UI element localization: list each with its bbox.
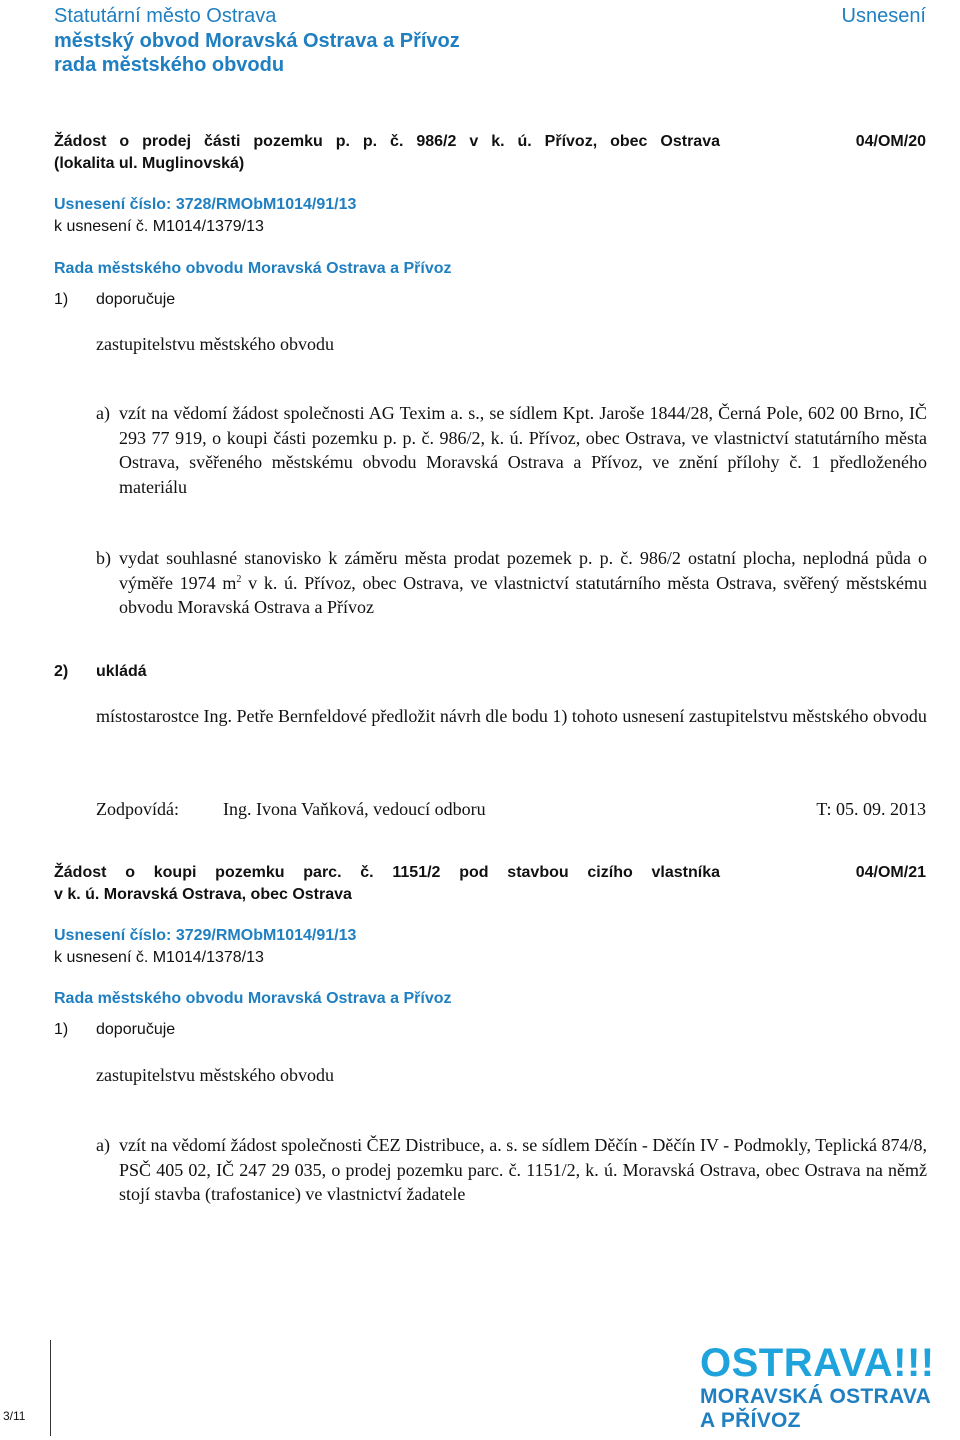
item2-title-line1: Žádost o koupi pozemku parc. č. 1151/2 pod stavbou cizího vlastníka — [54, 864, 720, 881]
item2-ref: k usnesení č. M1014/1378/13 — [54, 949, 264, 966]
header-city: Statutární město Ostrava — [54, 5, 277, 27]
item2-resolution-number: Usnesení číslo: 3729/RMObM1014/91/13 — [54, 927, 357, 944]
item1-point1-target: zastupitelstvu městského obvodu — [96, 334, 334, 354]
item1-responsible-name: Ing. Ivona Vaňková, vedoucí odboru — [223, 799, 486, 819]
item1-code: 04/OM/20 — [855, 133, 926, 150]
logo-main: OSTRAVA!!! — [700, 1341, 935, 1385]
logo-line2: A PŘÍVOZ — [700, 1409, 801, 1432]
item2-a-label: a) — [96, 1135, 110, 1155]
item1-title-line1: Žádost o prodej části pozemku p. p. č. 986/2 v k. ú. Přívoz, obec Ostrava — [54, 133, 720, 150]
item2-point1-target: zastupitelstvu městského obvodu — [96, 1065, 334, 1085]
item1-title-line2: (lokalita ul. Muglinovská) — [54, 155, 245, 172]
item1-council-body: Rada městského obvodu Moravská Ostrava a Přívoz — [54, 260, 452, 277]
item1-point2-text: místostarostce Ing. Petře Bernfeldové předložit návrh dle bodu 1) tohoto usnesení zastupitelstvu městského obvodu — [96, 706, 927, 726]
item1-resolution-number: Usnesení číslo: 3728/RMObM1014/91/13 — [54, 196, 357, 213]
footer-divider — [50, 1340, 51, 1436]
item2-point1-verb: doporučuje — [96, 1021, 176, 1038]
item1-point1-label: 1) — [54, 291, 69, 308]
item2-council-body: Rada městského obvodu Moravská Ostrava a Přívoz — [54, 990, 452, 1007]
item1-responsible-label: Zodpovídá: — [96, 799, 179, 819]
logo-line1: MORAVSKÁ OSTRAVA — [700, 1385, 932, 1408]
item1-point2-verb: ukládá — [96, 663, 147, 680]
item2-title-line2: v k. ú. Moravská Ostrava, obec Ostrava — [54, 886, 352, 903]
item2-point1-label: 1) — [54, 1021, 69, 1038]
item1-ref: k usnesení č. M1014/1379/13 — [54, 218, 264, 235]
item2-code: 04/OM/21 — [855, 864, 926, 881]
item1-point2-label: 2) — [54, 663, 69, 680]
item2-a-text: vzít na vědomí žádost společnosti ČEZ Distribuce, a. s. se sídlem Děčín - Děčín IV - Podmokly, Teplická 874/8, PSČ 405 02, IČ 247 29 035, o prodej pozemku parc. č. 1151/2, k. ú. Moravská Ostrava, obec Ostrava na němž stojí stavba (trafostanice) ve vlastnictví žadatele — [119, 1135, 927, 1204]
item1-a-label: a) — [96, 403, 110, 423]
ostrava-logo — [700, 1343, 958, 1437]
item1-a-text: vzít na vědomí žádost společnosti AG Texim a. s., se sídlem Kpt. Jaroše 1844/28, Černá Pole, 602 00 Brno, IČ 293 77 919, o koupi části pozemku p. p. č. 986/2, k. ú. Přívoz, obec Ostrava, ve vlastnictví statutárního města Ostrava, svěřeného městskému obvodu Moravská Ostrava a Přívoz, ve znění přílohy č. 1 předloženého materiálu — [119, 403, 927, 497]
item1-point1-verb: doporučuje — [96, 291, 176, 308]
header-doc-type: Usnesení — [841, 5, 926, 27]
header-council: rada městského obvodu — [54, 54, 285, 76]
item1-b-text: vydat souhlasné stanovisko k záměru města prodat pozemek p. p. č. 986/2 ostatní plocha, neplodná půda o výměře 1974 $m^2$ v k. ú. Přívoz, obec Ostrava, ve vlastnictví statutárního města Ostrava, svěřený městskému obvodu Moravská Ostrava a Přívoz — [119, 548, 927, 617]
header-district: městský obvod Moravská Ostrava a Přívoz — [54, 30, 460, 52]
item1-b-label: b) — [96, 548, 111, 568]
footer-page-number: 3/11 — [3, 1409, 26, 1423]
item1-deadline: T: 05. 09. 2013 — [816, 799, 926, 819]
